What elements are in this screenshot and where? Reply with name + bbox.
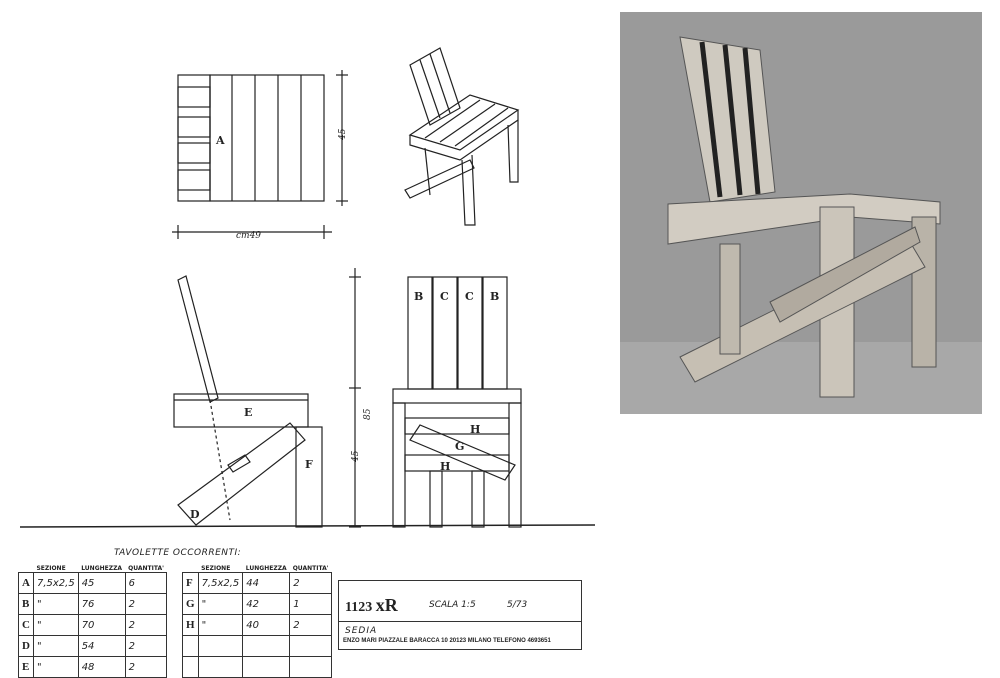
parts-table-left <box>18 560 167 678</box>
table-row: H " 40 2 <box>183 615 332 636</box>
drawing-scale: SCALA 1:5 <box>429 600 476 610</box>
label-c1: C <box>440 290 449 303</box>
title-block <box>338 580 582 650</box>
label-h1: H <box>470 423 481 436</box>
drawing-code: 1123 xR <box>345 595 398 615</box>
label-a: A <box>216 134 225 147</box>
dim-seat: 45 <box>351 450 361 462</box>
parts-table-title: TAVOLETTE OCCORRENTI: <box>114 548 242 558</box>
table-row: A 7,5x2,5 45 6 <box>19 573 167 594</box>
col-sezione: SEZIONE <box>36 565 66 572</box>
table-row <box>183 636 332 657</box>
drawing-name: SEDIA <box>345 626 378 636</box>
table-row: F 7,5x2,5 44 2 <box>183 573 332 594</box>
chair-photo-image <box>620 12 982 414</box>
side-view <box>174 268 361 527</box>
top-view <box>172 70 348 239</box>
table-row <box>183 657 332 678</box>
label-e: E <box>244 406 253 419</box>
label-b2: B <box>490 290 500 303</box>
front-view <box>393 277 521 527</box>
table-row: C " 70 2 <box>19 615 167 636</box>
dim-height-top: 45 <box>338 128 348 140</box>
designer-address: ENZO MARI PIAZZALE BARACCA 10 20123 MILANO TELEFONO 4693651 <box>343 638 551 644</box>
label-g: G <box>455 440 465 453</box>
dim-width: cm49 <box>236 231 262 241</box>
label-c2: C <box>465 290 474 303</box>
label-h2: H <box>440 460 451 473</box>
chair-photo <box>620 12 982 414</box>
parts-table-right: SEZIONE LUNGHEZZA QUANTITA' F 7,5x2,5 44 2 G " 42 1 H " 40 2 <box>182 560 332 678</box>
label-d: D <box>190 508 200 521</box>
label-f: F <box>305 458 313 471</box>
dim-total: 85 <box>363 408 373 420</box>
technical-drawing <box>0 0 600 540</box>
table-row: D " 54 2 <box>19 636 167 657</box>
table-row: E " 48 2 <box>19 657 167 678</box>
label-b1: B <box>414 290 424 303</box>
col-quantita: QUANTITA' <box>128 565 164 572</box>
table-row: B " 76 2 <box>19 594 167 615</box>
col-lunghezza: LUNGHEZZA <box>81 565 123 572</box>
drawing-date: 5/73 <box>507 600 528 610</box>
table-row: G " 42 1 <box>183 594 332 615</box>
perspective-sketch <box>405 48 518 225</box>
